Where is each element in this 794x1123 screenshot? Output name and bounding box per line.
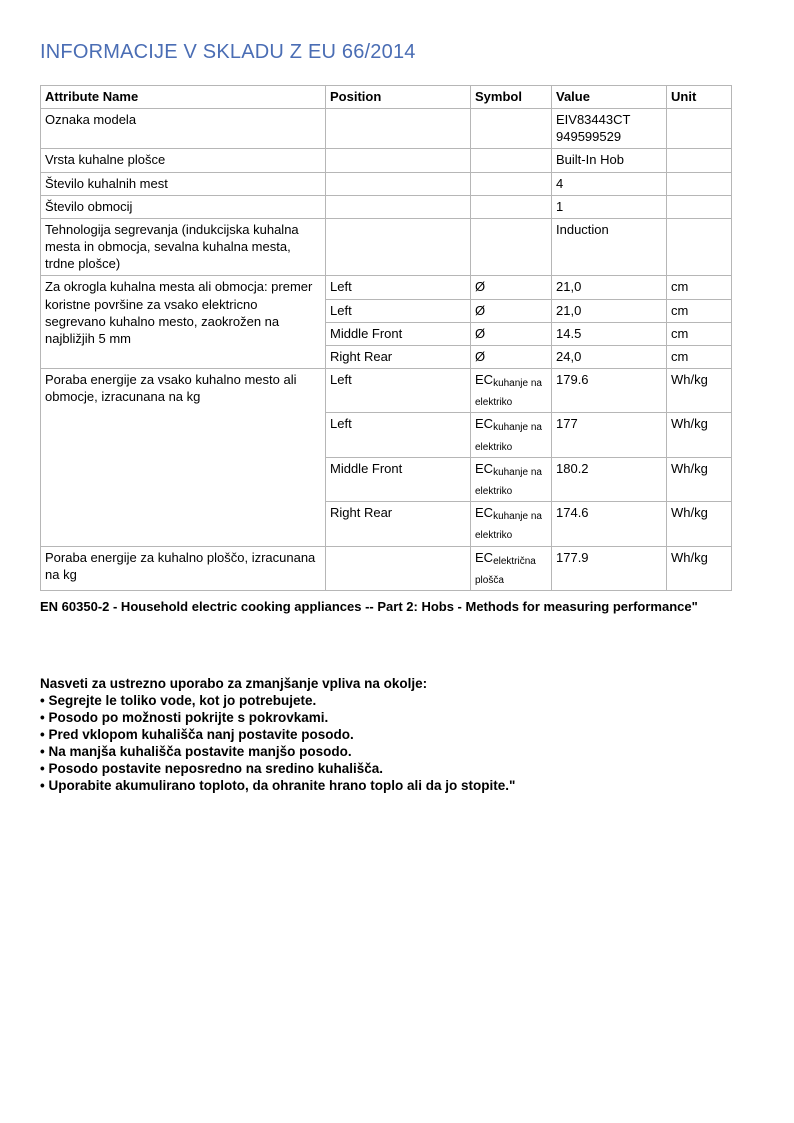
table-row [41, 218, 732, 275]
value-cell: 21,0 [552, 299, 667, 322]
attribute-cell: Število obmocij [41, 195, 326, 218]
table-row [41, 369, 732, 413]
table-row [41, 149, 732, 172]
symbol-subscript: kuhanje na elektriko [475, 511, 542, 542]
symbol-base: Ø [475, 279, 486, 295]
symbol-subscript: kuhanje na elektriko [475, 378, 542, 409]
eco-tip-item: • Posodo po možnosti pokrijte s pokrovkami. [40, 710, 329, 726]
symbol-base: EC [475, 372, 494, 388]
symbol-subscript: električna plošča [475, 555, 536, 586]
unit-cell: Wh/kg [667, 413, 732, 457]
unit-cell: cm [667, 299, 732, 322]
table-row [41, 172, 732, 195]
position-cell: Right Rear [326, 502, 471, 546]
attribute-cell: Oznaka modela [41, 109, 326, 149]
column-header-attribute-name: Attribute Name [41, 86, 326, 109]
column-header-symbol: Symbol [471, 86, 552, 109]
value-cell: EIV83443CT 949599529 [552, 109, 667, 149]
attribute-cell: Poraba energije za kuhalno ploščo, izracunana na kg [41, 546, 326, 590]
value-cell: 14.5 [552, 322, 667, 345]
eco-tips-section [40, 675, 731, 794]
unit-cell [667, 172, 732, 195]
eco-tips-heading: Nasveti za ustrezno uporabo za zmanjšanje vpliva na okolje: [40, 676, 428, 692]
standard-reference: EN 60350-2 - Household electric cooking appliances -- Part 2: Hobs - Methods for measuring performance" [40, 598, 698, 614]
position-cell [326, 109, 471, 149]
symbol-base: EC [475, 505, 494, 521]
eco-tip-item: • Na manjša kuhališča postavite manjšo posodo. [40, 744, 352, 760]
symbol-cell [471, 322, 552, 345]
attribute-cell: Vrsta kuhalne plošce [41, 149, 326, 172]
position-cell [326, 546, 471, 590]
unit-cell: cm [667, 276, 732, 299]
symbol-cell [471, 457, 552, 501]
eco-tip-item: • Posodo postavite neposredno na sredino kuhališča. [40, 761, 384, 777]
value-cell: 179.6 [552, 369, 667, 413]
symbol-base: Ø [475, 302, 486, 318]
attribute-cell: Število kuhalnih mest [41, 172, 326, 195]
symbol-cell [471, 218, 552, 275]
unit-cell [667, 218, 732, 275]
position-cell: Left [326, 413, 471, 457]
symbol-cell [471, 299, 552, 322]
column-header-position: Position [326, 86, 471, 109]
table-row [41, 276, 732, 299]
unit-cell: Wh/kg [667, 546, 732, 590]
position-cell: Left [326, 276, 471, 299]
unit-cell: cm [667, 345, 732, 368]
symbol-base: EC [475, 416, 494, 432]
symbol-cell [471, 149, 552, 172]
position-cell [326, 195, 471, 218]
value-cell: 177 [552, 413, 667, 457]
symbol-cell [471, 276, 552, 299]
value-cell: 177.9 [552, 546, 667, 590]
position-cell [326, 149, 471, 172]
value-cell: 1 [552, 195, 667, 218]
table-row [41, 546, 732, 590]
position-cell [326, 172, 471, 195]
unit-cell [667, 149, 732, 172]
table-header-row [41, 86, 732, 109]
symbol-cell [471, 502, 552, 546]
symbol-base: Ø [475, 348, 486, 364]
value-cell: 174.6 [552, 502, 667, 546]
column-header-unit: Unit [667, 86, 732, 109]
symbol-cell [471, 172, 552, 195]
unit-cell: Wh/kg [667, 502, 732, 546]
value-cell: Induction [552, 218, 667, 275]
eco-tip-item: • Pred vklopom kuhališča nanj postavite posodo. [40, 727, 354, 743]
value-cell: 4 [552, 172, 667, 195]
symbol-cell [471, 345, 552, 368]
column-header-value: Value [552, 86, 667, 109]
position-cell [326, 218, 471, 275]
position-cell: Middle Front [326, 322, 471, 345]
position-cell: Left [326, 369, 471, 413]
unit-cell: Wh/kg [667, 369, 732, 413]
symbol-cell [471, 195, 552, 218]
value-cell: 24,0 [552, 345, 667, 368]
page-title: INFORMACIJE V SKLADU Z EU 66/2014 [40, 41, 416, 63]
eco-tip-item: • Segrejte le toliko vode, kot jo potrebujete. [40, 693, 317, 709]
symbol-cell [471, 109, 552, 149]
position-cell: Left [326, 299, 471, 322]
attribute-cell: Za okrogla kuhalna mesta ali obmocja: premer koristne površine za vsako elektricno segrevano kuhalno mesto, zaokrožen na najbližjih 5 mm [41, 276, 326, 369]
symbol-cell [471, 369, 552, 413]
eco-tip-item: • Uporabite akumulirano toploto, da ohranite hrano toplo ali da jo stopite." [40, 778, 516, 794]
symbol-cell [471, 546, 552, 590]
symbol-base: EC [475, 460, 494, 476]
unit-cell [667, 109, 732, 149]
symbol-base: Ø [475, 325, 486, 341]
unit-cell: cm [667, 322, 732, 345]
eco-tips-list [40, 692, 731, 794]
symbol-cell [471, 413, 552, 457]
symbol-subscript: kuhanje na elektriko [475, 422, 542, 453]
unit-cell: Wh/kg [667, 457, 732, 501]
value-cell: 21,0 [552, 276, 667, 299]
table-row [41, 109, 732, 149]
attribute-cell: Tehnologija segrevanja (indukcijska kuhalna mesta in obmocja, sevalna kuhalna mesta, trdne plošce) [41, 218, 326, 275]
unit-cell [667, 195, 732, 218]
table-row [41, 195, 732, 218]
position-cell: Middle Front [326, 457, 471, 501]
symbol-subscript: kuhanje na elektriko [475, 466, 542, 497]
eu-info-table [40, 85, 732, 591]
value-cell: 180.2 [552, 457, 667, 501]
position-cell: Right Rear [326, 345, 471, 368]
symbol-base: EC [475, 549, 494, 565]
value-cell: Built-In Hob [552, 149, 667, 172]
attribute-cell: Poraba energije za vsako kuhalno mesto ali obmocje, izracunana na kg [41, 369, 326, 547]
